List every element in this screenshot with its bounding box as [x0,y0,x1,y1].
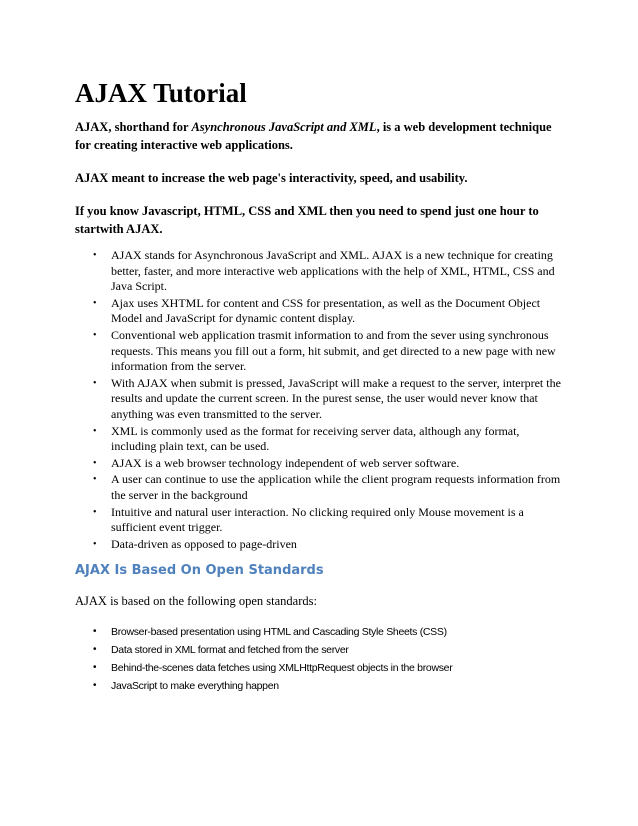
list-item [75,505,565,536]
list-item [75,623,565,641]
list-item [75,641,565,659]
page-title: AJAX Tutorial [75,78,247,108]
list-item [75,328,565,375]
bullet-icon: • [93,644,97,656]
list-item-text: Browser-based presentation using HTML and Cascading Style Sheets (CSS) [111,626,447,639]
list-item-text: A user can continue to use the application while the client program requests information from the server in the background [111,472,561,502]
list-item [75,456,565,472]
list-item-text: Conventional web application trasmit information to and from the sever using synchronous requests. This means you fill out a form, hit submit, and get directed to a new page with new information from the server. [111,327,556,374]
bullet-icon: • [93,474,97,486]
feature-list [75,248,565,552]
bullet-icon: • [93,250,97,261]
bullet-icon: • [93,662,97,674]
list-item-text: JavaScript to make everything happen [111,680,279,693]
standards-list [75,623,565,695]
document-content [75,78,565,695]
list-item [75,248,565,295]
list-item-text: Ajax uses XHTML for content and CSS for presentation, as well as the Document Object Model and JavaScript for dynamic content display. [111,295,541,326]
bullet-icon: • [93,377,97,389]
intro-suffix: , is a web development technique for creating interactive web applications. [75,120,552,152]
list-item [75,296,565,327]
list-item-text: AJAX is a web browser technology independent of web server software. [111,455,460,470]
section-heading: AJAX Is Based On Open Standards [75,563,324,579]
bullet-icon: • [93,626,97,638]
list-item-text: Data stored in XML format and fetched from the server [111,644,349,657]
intro-prefix: AJAX, shorthand for [75,120,192,134]
list-item [75,677,565,695]
list-item [75,472,565,503]
list-item [75,537,565,553]
list-item [75,424,565,455]
bullet-icon: • [93,506,97,518]
section-intro: AJAX is based on the following open standards: [75,594,317,609]
list-item-text: With AJAX when submit is pressed, JavaScript will make a request to the server, interpret the results and update the current screen. In the purest sense, the user would never know that anything was even transmitted to the server. [111,375,561,421]
bullet-icon: • [93,680,97,692]
intro-paragraph [75,118,565,154]
list-item [75,659,565,677]
list-item [75,376,565,423]
list-item-text: XML is commonly used as the format for receiving server data, although any format, including plain text, can be used. [111,423,520,454]
bullet-icon: • [93,425,97,437]
bullet-icon: • [93,297,97,309]
bullet-icon: • [93,538,97,550]
list-item-text: AJAX stands for Asynchronous JavaScript and XML. AJAX is a new technique for creating better, faster, and more interactive web applications with the help of XML, HTML, CSS and Java Script. [111,248,555,294]
list-item-text: Intuitive and natural user interaction. No clicking required only Mouse movement is a sufficient event trigger. [111,504,524,535]
purpose-paragraph: AJAX meant to increase the web page's interactivity, speed, and usability. [75,171,468,185]
list-item-text: Behind-the-scenes data fetches using XMLHttpRequest objects in the browser [111,662,453,675]
bullet-icon: • [93,329,97,341]
prerequisite-paragraph: If you know Javascript, HTML, CSS and XML then you need to spend just one hour to startwith AJAX. [75,204,539,236]
bullet-icon: • [93,457,97,469]
intro-italic: Asynchronous JavaScript and XML [191,120,377,134]
list-item-text: Data-driven as opposed to page-driven [111,536,297,551]
